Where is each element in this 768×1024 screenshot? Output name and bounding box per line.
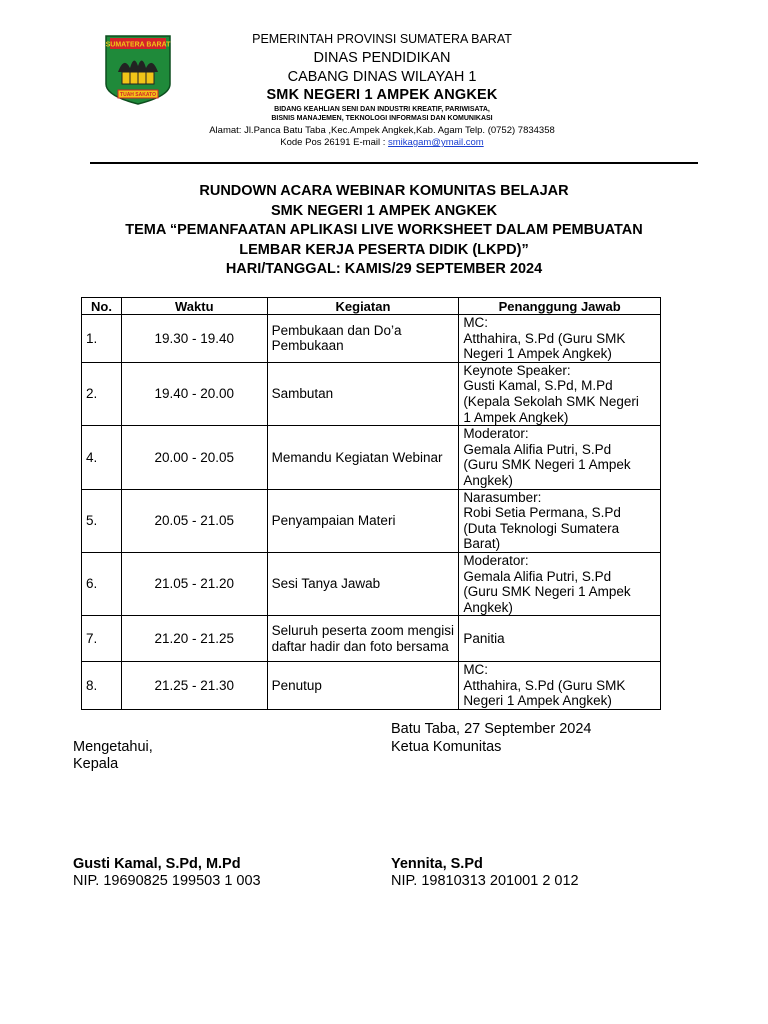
cell-activity: Sesi Tanya Jawab	[267, 552, 459, 615]
table-row	[82, 616, 661, 662]
title-line-3: TEMA “PEMANFAATAN APLIKASI LIVE WORKSHEET DALAM PEMBUATAN	[125, 222, 643, 239]
cell-pic	[459, 362, 661, 425]
school-name: SMK NEGERI 1 AMPEK ANGKEK	[266, 87, 498, 103]
header-time: Waktu	[121, 298, 267, 315]
cell-no: 1.	[82, 315, 122, 363]
rundown-table	[81, 297, 661, 710]
pic-line: Gemala Alifia Putri, S.Pd	[463, 568, 612, 584]
cell-pic	[459, 616, 661, 662]
table-row	[82, 315, 661, 363]
branch-name: CABANG DINAS WILAYAH 1	[287, 69, 477, 85]
cell-no: 7.	[82, 616, 122, 662]
pic-line: Angkek)	[463, 472, 513, 488]
header-no: No.	[82, 298, 122, 315]
cell-time: 19.40 - 20.00	[121, 362, 267, 425]
title-line-5: HARI/TANGGAL: KAMIS/29 SEPTEMBER 2024	[225, 261, 543, 278]
header-activity: Kegiatan	[267, 298, 459, 315]
cell-time: 21.25 - 21.30	[121, 662, 267, 710]
pic-line: 1 Ampek Angkek)	[463, 409, 569, 425]
pic-line: (Guru SMK Negeri 1 Ampek	[463, 584, 631, 600]
cell-pic	[459, 662, 661, 710]
cell-no: 5.	[82, 489, 122, 552]
header-pic: Penanggung Jawab	[459, 298, 661, 315]
table-row	[82, 662, 661, 710]
postal-email-line	[180, 137, 584, 148]
right-signer-nip: NIP. 19810313 201001 2 012	[391, 873, 579, 889]
pic-line: Keynote Speaker:	[463, 362, 571, 378]
logo-banner-text: SUMATERA BARAT	[105, 41, 171, 49]
cell-no: 6.	[82, 552, 122, 615]
pic-line: MC:	[463, 662, 489, 678]
pic-line: Panitia	[463, 630, 505, 646]
left-signer-name: Gusti Kamal, S.Pd, M.Pd	[73, 856, 241, 872]
cell-time: 21.05 - 21.20	[121, 552, 267, 615]
pic-line: (Duta Teknologi Sumatera	[463, 520, 620, 536]
cell-time: 19.30 - 19.40	[121, 315, 267, 363]
cell-pic	[459, 489, 661, 552]
cell-time: 20.05 - 21.05	[121, 489, 267, 552]
title-line-4: LEMBAR KERJA PESERTA DIDIK (LKPD)”	[239, 241, 529, 258]
email-link[interactable]: smikagam@ymail.com	[388, 137, 484, 148]
cell-activity: Penutup	[267, 662, 459, 710]
pic-line: Gusti Kamal, S.Pd, M.Pd	[463, 378, 613, 394]
cell-no: 2.	[82, 362, 122, 425]
pic-line: (Kepala Sekolah SMK Negeri	[463, 393, 639, 409]
pic-line: Robi Setia Permana, S.Pd	[463, 505, 621, 521]
logo-motto-text: TUAH SAKATO	[120, 92, 156, 99]
cell-activity: Seluruh peserta zoom mengisi daftar hadir dan foto bersama	[267, 616, 459, 662]
pic-line: MC:	[463, 315, 489, 330]
left-acknowledged: Mengetahui,	[73, 739, 153, 755]
pic-line: Atthahira, S.Pd (Guru SMK	[463, 330, 626, 346]
province-logo	[104, 34, 172, 106]
right-signer-name: Yennita, S.Pd	[391, 856, 483, 872]
pic-line: Angkek)	[463, 599, 513, 615]
table-row	[82, 552, 661, 615]
pic-line: Negeri 1 Ampek Angkek)	[463, 693, 612, 709]
cell-time: 21.20 - 21.25	[121, 616, 267, 662]
document-title	[60, 182, 708, 280]
cell-no: 4.	[82, 426, 122, 489]
cell-pic	[459, 426, 661, 489]
pic-line: (Guru SMK Negeri 1 Ampek	[463, 457, 631, 473]
cell-time: 20.00 - 20.05	[121, 426, 267, 489]
expertise-line-2: BISNIS MANAJEMEN, TEKNOLOGI INFORMASI DAN KOMUNIKASI	[271, 115, 493, 122]
pic-line: Moderator:	[463, 426, 529, 442]
school-address: Alamat: Jl.Panca Batu Taba ,Kec.Ampek Angkek,Kab. Agam Telp. (0752) 7834358	[209, 125, 555, 136]
place-date: Batu Taba, 27 September 2024	[391, 721, 592, 737]
cell-activity: Pembukaan dan Do’a Pembukaan	[267, 315, 459, 363]
cell-activity: Penyampaian Materi	[267, 489, 459, 552]
pic-line: Narasumber:	[463, 489, 542, 505]
left-signer-role: Kepala	[73, 756, 119, 772]
pic-line: Gemala Alifia Putri, S.Pd	[463, 441, 612, 457]
title-line-2: SMK NEGERI 1 AMPEK ANGKEK	[270, 202, 498, 219]
table-row	[82, 362, 661, 425]
table-row	[82, 489, 661, 552]
table-body	[82, 315, 661, 710]
table-row	[82, 426, 661, 489]
cell-pic	[459, 315, 661, 363]
department-name: DINAS PENDIDIKAN	[313, 50, 451, 66]
title-line-1: RUNDOWN ACARA WEBINAR KOMUNITAS BELAJAR	[199, 183, 569, 199]
pic-line: Barat)	[463, 536, 501, 552]
pic-line: Negeri 1 Ampek Angkek)	[463, 346, 612, 362]
expertise-line-1: BIDANG KEAHLIAN SENI DAN INDUSTRI KREATIF, PARIWISATA,	[274, 106, 490, 113]
postal-code: Kode Pos 26191 E-mail :	[280, 137, 389, 148]
government-name: PEMERINTAH PROVINSI SUMATERA BARAT	[252, 32, 512, 46]
table-header-row	[82, 298, 661, 315]
cell-pic	[459, 552, 661, 615]
cell-activity: Sambutan	[267, 362, 459, 425]
expertise-fields	[180, 105, 584, 123]
left-signer-nip: NIP. 19690825 199503 1 003	[73, 873, 261, 889]
letterhead-divider	[90, 162, 698, 164]
cell-activity: Memandu Kegiatan Webinar	[267, 426, 459, 489]
right-signer-role: Ketua Komunitas	[391, 739, 502, 755]
pic-line: Atthahira, S.Pd (Guru SMK	[463, 677, 626, 693]
pic-line: Moderator:	[463, 552, 529, 568]
cell-no: 8.	[82, 662, 122, 710]
